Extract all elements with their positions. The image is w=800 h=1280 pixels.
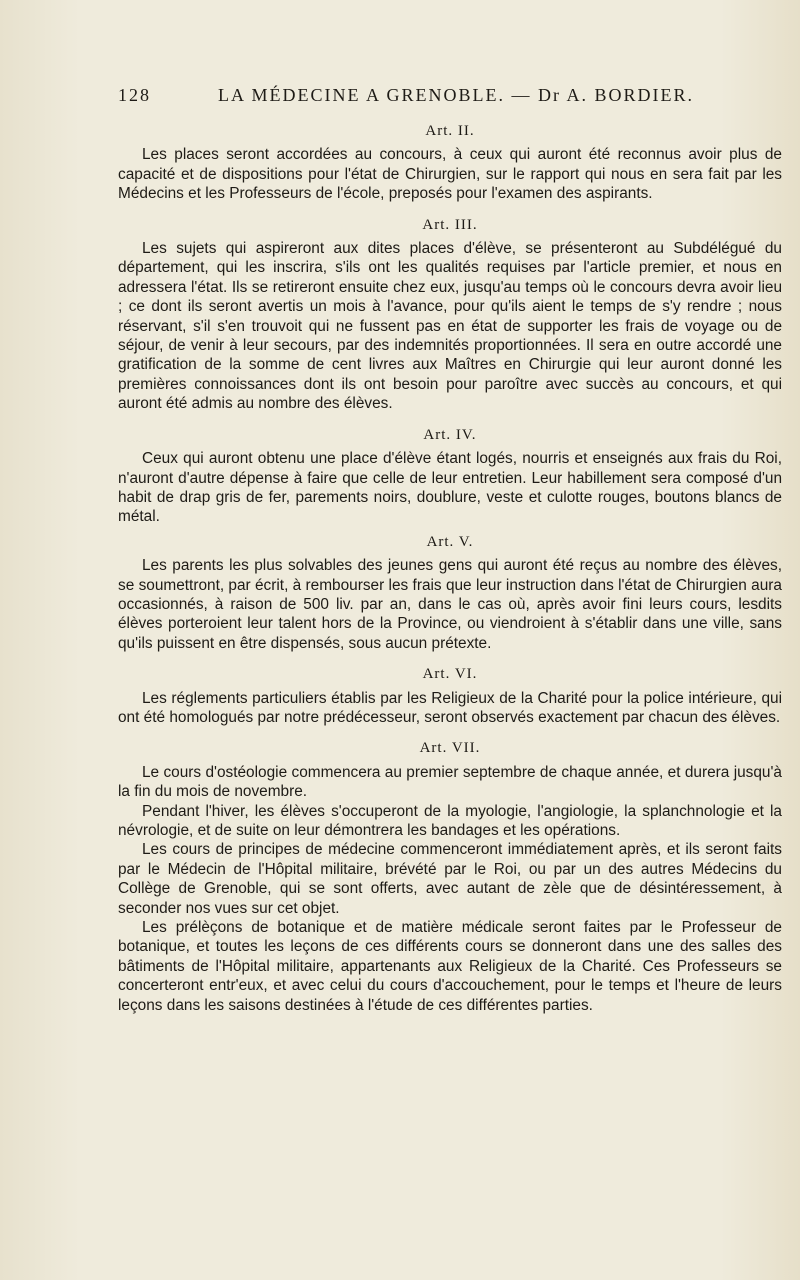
article-paragraph: Les cours de principes de médecine commenceront immédiatement après, et ils seront faits par le Médecin de l'Hôpital militaire, brévété par le Roi, ou par un des autres Médecins du Collège de Grenoble, qui se sont offerts, avec autant de zèle que de désintéressement, à seconder nos vues sur cet objet. bbox=[118, 841, 782, 917]
article-heading: Art. III. bbox=[422, 216, 478, 233]
article-paragraph: Ceux qui auront obtenu une place d'élève étant logés, nourris et enseignés aux frais du Roi, n'auront d'autre dépense à faire que celle de leur entretien. Leur habillement sera composé d'un habit de drap gris de fer, parements noirs, doublure, veste et culotte rouges, boutons blancs de métal. bbox=[118, 450, 782, 526]
running-header bbox=[118, 85, 730, 109]
article-paragraph: Le cours d'ostéologie commencera au premier septembre de chaque année, et durera jusqu'à la fin du mois de novembre. bbox=[118, 763, 782, 801]
article-heading: Art. II. bbox=[425, 123, 475, 139]
article-paragraph: Pendant l'hiver, les élèves s'occuperont de la myologie, l'angiologie, la splanchnologie et la névrologie, et de suite on leur démontrera les bandages et les opérations. bbox=[118, 802, 782, 839]
running-title: LA MÉDECINE A GRENOBLE. — Dr A. BORDIER. bbox=[218, 85, 694, 105]
article-paragraph: Les réglements particuliers établis par les Religieux de la Charité pour la police intérieure, qui ont été homologués par notre prédécesseur, seront observés exactement par chacun des élèves. bbox=[118, 689, 782, 726]
article-heading: Art. V. bbox=[426, 533, 474, 550]
article-paragraph: Les places seront accordées au concours, à ceux qui auront été reconnus avoir plus de capacité et de dispositions pour l'état de Chirurgien, sur le rapport qui nous en sera fait par les Médecins et les Professeurs de l'école, preposés pour l'examen des aspirants. bbox=[118, 146, 782, 203]
article-heading: Art. VII. bbox=[419, 740, 481, 757]
article-paragraph: Les prélèçons de botanique et de matière médicale seront faites par le Professeur de botanique, et toutes les leçons de ces différents cours se donneront dans une des salles des bâtiments de l'Hôpital militaire, appartenants aux Religieux de la Charité. Ces Professeurs se concerteront entr'eux, et avec celui du cours d'accouchement, pour le temps et l'heure de leurs leçons dans les saisons destinées à l'étude de ces différentes parties. bbox=[118, 919, 782, 1014]
page-number: 128 bbox=[118, 85, 151, 105]
article-paragraph: Les sujets qui aspireront aux dites places d'élève, se présenteront au Subdélégué du département, qui les inscrira, s'ils ont les qualités requises par l'article premier, et nous en adressera l'état. Ils se retireront ensuite chez eux, jusqu'au temps où le concours devra avoir lieu ; ce dont ils seront avertis un mois à l'avance, pour qu'ils aient le temps de s'y rendre ; nous réservant, s'il s'en trouvoit qui ne fussent pas en état de supporter les frais de voyage ou de séjour, de venir à leur secours, par des indemnités proportionnées. Il sera en outre accordé une gratification de la somme de cent livres aux Maîtres en Chirurgie qui leur auront donné les premières connoissances dont ils ont besoin pour paroître avec succès au concours, et qui auront été admis au nombre des élèves. bbox=[118, 240, 782, 413]
article-paragraph: Les parents les plus solvables des jeunes gens qui auront été reçus au nombre des élèves, se soumettront, par écrit, à rembourser les frais que leur instruction dans l'état de Chirurgien aura occasionnés, à raison de 500 liv. par an, dans le cas où, après avoir fini leurs cours, lesdits élèves porteroient leur talent hors de la Province, ou viendroient à s'établir dans une ville, sans qu'ils puissent en être dispensés, sous aucun prétexte. bbox=[118, 557, 782, 652]
page-body bbox=[118, 122, 782, 1015]
article-heading: Art. IV. bbox=[423, 426, 477, 443]
article-heading: Art. VI. bbox=[422, 666, 478, 683]
